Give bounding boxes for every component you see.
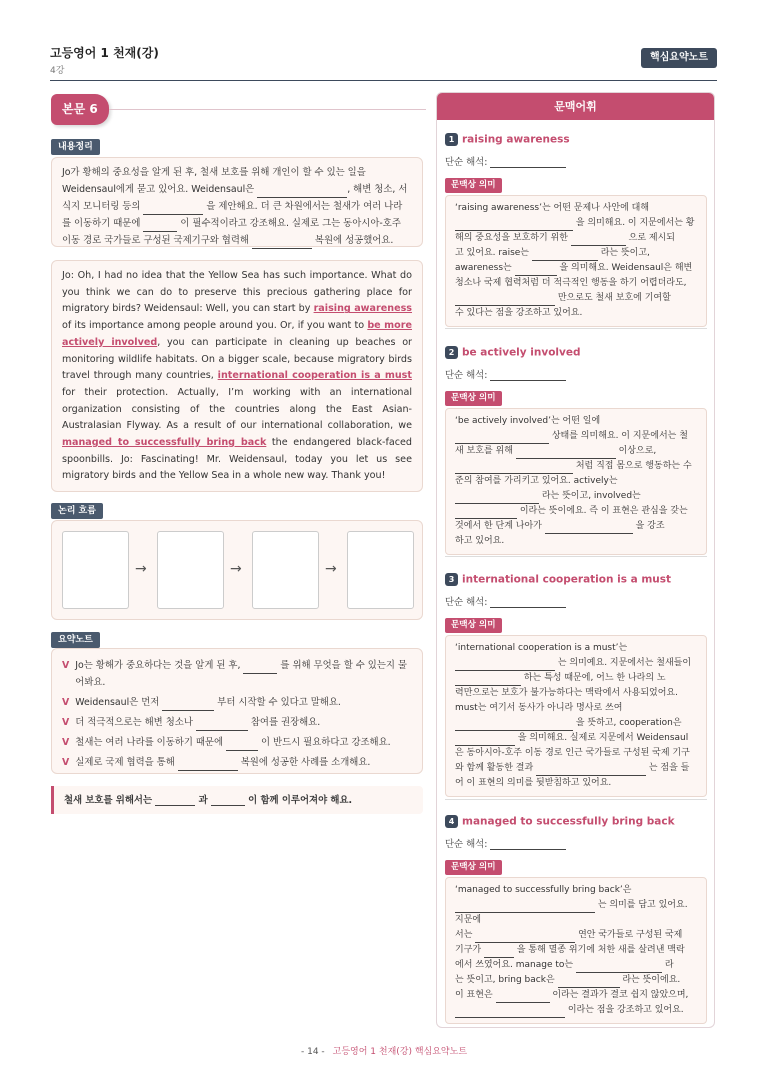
conclusion-text: 이 함께 이루어져야 해요. bbox=[244, 795, 353, 806]
meaning-text: must는 여기서 동사가 아니라 명사로 쓰여 bbox=[455, 703, 623, 713]
note-text: 철새는 여러 나라를 이동하기 때문에 bbox=[75, 737, 227, 748]
meaning-text: 기구가 bbox=[455, 945, 484, 955]
meaning-text: 수 있다는 점을 강조하고 있어요. bbox=[455, 308, 583, 318]
fill-blank[interactable] bbox=[455, 294, 555, 306]
meaning-line bbox=[455, 716, 697, 731]
meaning-text: 는 의미예요. 지문에서는 철새들이 bbox=[555, 658, 692, 668]
fill-blank[interactable] bbox=[143, 203, 203, 215]
summary-line-text: 이동 경로 국가들로 구성된 국제기구와 협력해 bbox=[62, 235, 252, 246]
fill-blank[interactable] bbox=[455, 734, 515, 746]
check-v-icon: V bbox=[62, 757, 70, 768]
passage-text: for their protection. Actually, I’m working with an international organization consisting of the countries along the East Asian-Australasian Flyway. As a result of our international collaboration, we bbox=[62, 386, 412, 432]
meaning-text: 준의 참여를 가리키고 있어요. actively는 bbox=[455, 476, 618, 486]
meaning-line bbox=[455, 474, 697, 489]
meaning-line bbox=[455, 246, 697, 261]
meaning-line bbox=[455, 306, 697, 321]
meaning-line bbox=[455, 671, 697, 686]
note-text: Weidensaul은 먼저 bbox=[75, 697, 163, 708]
note-item bbox=[62, 714, 412, 731]
section-divider bbox=[445, 328, 707, 329]
meaning-line bbox=[455, 731, 697, 746]
summary-note-box bbox=[51, 648, 423, 774]
meaning-text: 라는 뜻이고, involved는 bbox=[539, 491, 641, 501]
meaning-text: 는 뜻이고, bring back은 bbox=[455, 975, 558, 985]
fill-blank[interactable] bbox=[455, 432, 549, 444]
logic-flow-box bbox=[51, 520, 423, 620]
literal-translation-row bbox=[445, 836, 707, 850]
note-text: 부터 시작할 수 있다고 말해요. bbox=[214, 697, 341, 708]
summary-line-text: 복원에 성공했어요. bbox=[311, 235, 394, 246]
fill-blank[interactable] bbox=[243, 662, 277, 674]
meaning-text: 이상으로, bbox=[615, 446, 657, 456]
meaning-text: 을 의미해요. 이 지문에서는 황 bbox=[573, 218, 695, 228]
meaning-line bbox=[455, 216, 697, 231]
meaning-text: 고 있어요. raise는 bbox=[455, 248, 532, 258]
check-v-icon: V bbox=[62, 717, 70, 728]
fill-blank[interactable] bbox=[516, 447, 616, 459]
fill-blank[interactable] bbox=[571, 234, 626, 246]
meaning-text: 을 강조 bbox=[632, 521, 665, 531]
note-text: 를 위해 무엇을 할 수 있는지 물 bbox=[277, 660, 407, 671]
reading-passage bbox=[51, 260, 423, 492]
summary-line bbox=[62, 164, 412, 181]
meaning-line bbox=[455, 761, 697, 776]
meaning-text: 는 의미를 담고 있어요. 지문에 bbox=[455, 900, 688, 925]
meaning-line bbox=[455, 489, 697, 504]
literal-label: 단순 해석: bbox=[445, 157, 488, 168]
meaning-line bbox=[455, 928, 697, 943]
vocab-phrase: raising awareness bbox=[462, 133, 570, 146]
summary-line-text: , 해변 청소, 서 bbox=[347, 184, 408, 195]
fill-blank[interactable] bbox=[455, 507, 517, 519]
meaning-text: 을 통해 멸종 위기에 처한 새를 살려낸 맥락 bbox=[513, 945, 685, 955]
meaning-box bbox=[445, 408, 707, 555]
arrow-right-icon: → bbox=[325, 561, 337, 577]
highlight-raising-awareness[interactable]: raising awareness bbox=[313, 303, 412, 315]
meaning-line bbox=[455, 231, 697, 246]
fill-blank[interactable] bbox=[536, 764, 646, 776]
meaning-text: 라 bbox=[661, 960, 674, 970]
context-vocab-panel bbox=[436, 92, 715, 1028]
lesson-divider bbox=[109, 109, 426, 110]
number-badge: 1 bbox=[445, 133, 458, 146]
summary-line-text: 를 이동하기 때문에 bbox=[62, 218, 144, 229]
meaning-line bbox=[455, 746, 697, 761]
meaning-text: 와 함께 활동한 결과 bbox=[455, 763, 536, 773]
meaning-text: 서는 bbox=[455, 930, 476, 940]
fill-blank[interactable] bbox=[455, 719, 573, 731]
meaning-text: 는 점을 들 bbox=[646, 763, 690, 773]
fill-blank[interactable] bbox=[558, 976, 620, 988]
vocab-phrase: international cooperation is a must bbox=[462, 573, 672, 586]
highlight-managed-to-bring-back[interactable]: managed to successfully bring back bbox=[62, 437, 267, 449]
fill-blank[interactable] bbox=[490, 156, 566, 168]
note-text: 복원에 성공한 사례를 소개해요. bbox=[237, 757, 371, 768]
conclusion-text: 과 bbox=[195, 795, 211, 806]
passage-text: Jo: Oh, I had no idea that the Yellow Sea has such importance. What do you think we can do to preserve this precious gathering place for migratory birds? Weidensaul: Well, you can start by bbox=[62, 270, 412, 315]
meaning-text: ‘managed to successfully bring back’은 bbox=[455, 885, 632, 895]
meaning-text: 을 의미해요. Weidensaul은 해변 bbox=[556, 263, 693, 273]
meaning-text: 하는 특성 때문에, 어느 한 나라의 노 bbox=[521, 673, 666, 683]
conclusion-text: 철새 보호를 위해서는 bbox=[64, 795, 156, 806]
meaning-text: 이라는 점을 강조하고 있어요. bbox=[565, 1005, 684, 1015]
meaning-line bbox=[455, 656, 697, 671]
meaning-text: 만으로도 철새 보호에 기여할 bbox=[555, 293, 671, 303]
meaning-box bbox=[445, 635, 707, 797]
note-item bbox=[62, 734, 412, 751]
meaning-line bbox=[455, 883, 697, 898]
meaning-line bbox=[455, 898, 697, 928]
number-badge: 3 bbox=[445, 573, 458, 586]
literal-label: 단순 해석: bbox=[445, 839, 488, 850]
meaning-line bbox=[455, 276, 697, 291]
meaning-text: ‘raising awareness’는 어떤 문제나 사안에 대해 bbox=[455, 203, 650, 213]
meaning-tag: 문맥상 의미 bbox=[445, 860, 502, 875]
chapter-label: 4강 bbox=[50, 66, 65, 76]
note-item bbox=[62, 694, 412, 711]
meaning-line bbox=[455, 504, 697, 519]
context-vocab-title: 문맥어휘 bbox=[437, 93, 714, 120]
meaning-text: 으로 제시되 bbox=[625, 233, 675, 243]
meaning-line bbox=[455, 534, 697, 549]
page-footer bbox=[0, 1044, 768, 1057]
meaning-line bbox=[455, 943, 697, 958]
meaning-text: 어 이 표현의 의미를 뒷받침하고 있어요. bbox=[455, 778, 612, 788]
flow-step-3[interactable] bbox=[252, 531, 319, 609]
flow-step-4[interactable] bbox=[347, 531, 414, 609]
note-text: 이 반드시 필요하다고 강조해요. bbox=[258, 737, 391, 748]
meaning-tag: 문맥상 의미 bbox=[445, 618, 502, 633]
lesson-label: 본문 6 bbox=[51, 94, 109, 125]
meaning-line bbox=[455, 686, 697, 701]
content-summary-tag: 내용정리 bbox=[51, 139, 100, 155]
fill-blank[interactable] bbox=[143, 220, 177, 232]
literal-translation-row bbox=[445, 367, 707, 381]
vocab-section-1 bbox=[445, 129, 707, 327]
meaning-text: 새 보호를 위해 bbox=[455, 446, 516, 456]
meaning-line bbox=[455, 988, 697, 1003]
section-divider bbox=[445, 799, 707, 800]
meaning-line bbox=[455, 776, 697, 791]
fill-blank[interactable] bbox=[455, 462, 573, 474]
book-title: 고등영어 1 천재(강) bbox=[50, 46, 159, 60]
summary-line bbox=[62, 232, 412, 249]
number-badge: 2 bbox=[445, 346, 458, 359]
meaning-text: 해의 중요성을 보호하기 위한 bbox=[455, 233, 571, 243]
fill-blank[interactable] bbox=[515, 264, 557, 276]
meaning-text: ‘be actively involved’는 어떤 일에 bbox=[455, 416, 601, 426]
footer-title: 고등영어 1 천재(강) 핵심요약노트 bbox=[332, 1047, 468, 1057]
meaning-line bbox=[455, 1003, 697, 1018]
meaning-text: 력만으로는 보호가 불가능하다는 맥락에서 사용되었어요. bbox=[455, 688, 678, 698]
meaning-text: 이라는 결과가 결코 쉽지 않았으며, bbox=[549, 990, 689, 1000]
meaning-box bbox=[445, 195, 707, 327]
fill-blank[interactable] bbox=[532, 249, 598, 261]
summary-line-text: 식지 모니터링 등의 bbox=[62, 201, 144, 212]
meaning-line bbox=[455, 201, 697, 216]
fill-blank[interactable] bbox=[226, 739, 258, 751]
fill-blank[interactable] bbox=[545, 522, 633, 534]
section-divider bbox=[445, 556, 707, 557]
fill-blank[interactable] bbox=[155, 794, 195, 806]
meaning-text: 라는 뜻이고, bbox=[597, 248, 650, 258]
vocab-section-3 bbox=[445, 569, 707, 797]
content-summary-box bbox=[51, 157, 423, 247]
meaning-text: 에서 쓰였어요. manage to는 bbox=[455, 960, 576, 970]
meaning-line bbox=[455, 414, 697, 429]
meaning-line bbox=[455, 429, 697, 444]
number-badge: 4 bbox=[445, 815, 458, 828]
passage-text: the endangered black-faced spoonbills. Jo: Fascinating! Mr. Weidensaul, today you let us see migratory birds and the Yellow Sea in a whole new way. Thank you! bbox=[62, 437, 412, 482]
vocab-section-2 bbox=[445, 342, 707, 555]
fill-blank[interactable] bbox=[455, 492, 539, 504]
highlight-international-cooperation[interactable]: international cooperation is a must bbox=[217, 370, 412, 382]
meaning-line bbox=[455, 973, 697, 988]
meaning-text: 처럼 직접 몸으로 행동하는 수 bbox=[573, 461, 692, 471]
literal-translation-row bbox=[445, 154, 707, 168]
arrow-right-icon: → bbox=[230, 561, 242, 577]
meaning-tag: 문맥상 의미 bbox=[445, 391, 502, 406]
fill-blank[interactable] bbox=[455, 1006, 565, 1018]
meaning-line bbox=[455, 444, 697, 459]
section-badge: 핵심요약노트 bbox=[641, 48, 717, 68]
meaning-tag: 문맥상 의미 bbox=[445, 178, 502, 193]
fill-blank[interactable] bbox=[196, 719, 248, 731]
meaning-line bbox=[455, 958, 697, 973]
check-v-icon: V bbox=[62, 737, 70, 748]
fill-blank[interactable] bbox=[490, 838, 566, 850]
meaning-text: 을 뜻하고, cooperation은 bbox=[573, 718, 682, 728]
note-text: Jo는 황해가 중요하다는 것을 알게 된 후, bbox=[75, 660, 244, 671]
fill-blank[interactable] bbox=[576, 961, 662, 973]
fill-blank[interactable] bbox=[490, 596, 566, 608]
fill-blank[interactable] bbox=[178, 759, 238, 771]
meaning-text: 을 의미해요. 실제로 지문에서 Weidensaul bbox=[515, 733, 689, 743]
meaning-text: 라는 뜻이에요. bbox=[619, 975, 681, 985]
fill-blank[interactable] bbox=[455, 219, 573, 231]
fill-blank[interactable] bbox=[455, 659, 555, 671]
passage-text: of its importance among people around you. Or, if you want to bbox=[62, 320, 368, 332]
fill-blank[interactable] bbox=[211, 794, 245, 806]
summary-line-text: Jo가 황해의 중요성을 알게 된 후, 철새 보호를 위해 개인이 할 수 있는 일을 bbox=[62, 167, 366, 178]
meaning-line bbox=[455, 261, 697, 276]
fill-blank[interactable] bbox=[455, 901, 595, 913]
note-item bbox=[62, 754, 412, 771]
meaning-text: 청소나 국제 협력처럼 더 적극적인 행동을 하기 어렵더라도, bbox=[455, 278, 687, 288]
flow-step-2[interactable] bbox=[157, 531, 224, 609]
meaning-text: 연안 국가들로 구성된 국제 bbox=[575, 930, 683, 940]
meaning-line bbox=[455, 701, 697, 716]
summary-conclusion bbox=[51, 786, 423, 814]
summary-line-text: 을 제안해요. 더 큰 차원에서는 철새가 여러 나라 bbox=[203, 201, 403, 212]
page-number: - 14 - bbox=[300, 1047, 325, 1057]
meaning-line bbox=[455, 459, 697, 474]
meaning-text: 상태를 의미해요. 이 지문에서는 철 bbox=[549, 431, 688, 441]
meaning-text: ‘international cooperation is a must’는 bbox=[455, 643, 628, 653]
fill-blank[interactable] bbox=[162, 699, 214, 711]
literal-label: 단순 해석: bbox=[445, 370, 488, 381]
meaning-text: awareness는 bbox=[455, 263, 515, 273]
vocab-phrase: be actively involved bbox=[462, 346, 581, 359]
arrow-right-icon: → bbox=[135, 561, 147, 577]
fill-blank[interactable] bbox=[252, 237, 312, 249]
meaning-text: 이 표현은 bbox=[455, 990, 496, 1000]
note-text: 참여를 권장해요. bbox=[247, 717, 321, 728]
logic-flow-tag: 논리 흐름 bbox=[51, 503, 103, 519]
summary-line bbox=[62, 215, 412, 232]
meaning-line bbox=[455, 519, 697, 534]
fill-blank[interactable] bbox=[455, 674, 521, 686]
meaning-text: 하고 있어요. bbox=[455, 536, 505, 546]
meaning-text: 것에서 한 단계 나아가 bbox=[455, 521, 545, 531]
fill-blank[interactable] bbox=[257, 186, 347, 198]
note-text: 실제로 국제 협력을 통해 bbox=[75, 757, 178, 768]
meaning-line bbox=[455, 641, 697, 656]
summary-line-text: 이 필수적이라고 강조해요. 실제로 그는 동아시아-호주 bbox=[177, 218, 401, 229]
summary-note-tag: 요약노트 bbox=[51, 632, 100, 648]
fill-blank[interactable] bbox=[475, 931, 575, 943]
vocab-section-4 bbox=[445, 811, 707, 1024]
summary-line bbox=[62, 198, 412, 215]
note-item bbox=[62, 657, 412, 691]
literal-label: 단순 해석: bbox=[445, 597, 488, 608]
note-text: 더 적극적으로는 해변 청소나 bbox=[75, 717, 196, 728]
fill-blank[interactable] bbox=[484, 946, 514, 958]
check-v-icon: V bbox=[62, 660, 70, 671]
meaning-text: 은 동아시아-호주 이동 경로 인근 국가들로 구성된 국제 기구 bbox=[455, 748, 690, 758]
fill-blank[interactable] bbox=[496, 991, 550, 1003]
meaning-line bbox=[455, 291, 697, 306]
flow-step-1[interactable] bbox=[62, 531, 129, 609]
literal-translation-row bbox=[445, 594, 707, 608]
passage-text: , you can participate in cleaning up beaches or monitoring wildlife habitats. On a bigger scale, because migratory birds travel through many countries, bbox=[62, 336, 413, 382]
summary-line-text: Weidensaul에게 묻고 있어요. Weidensaul은 bbox=[62, 184, 258, 195]
highlight-be-actively-involved[interactable]: be more actively involved bbox=[62, 320, 412, 348]
meaning-box bbox=[445, 877, 707, 1024]
header-divider bbox=[50, 80, 717, 81]
summary-line bbox=[62, 181, 412, 198]
check-v-icon: V bbox=[62, 697, 70, 708]
meaning-text: 이라는 뜻이에요. 즉 이 표현은 관심을 갖는 bbox=[517, 506, 688, 516]
note-text: 어봐요. bbox=[75, 677, 106, 688]
fill-blank[interactable] bbox=[490, 369, 566, 381]
vocab-phrase: managed to successfully bring back bbox=[462, 815, 675, 828]
